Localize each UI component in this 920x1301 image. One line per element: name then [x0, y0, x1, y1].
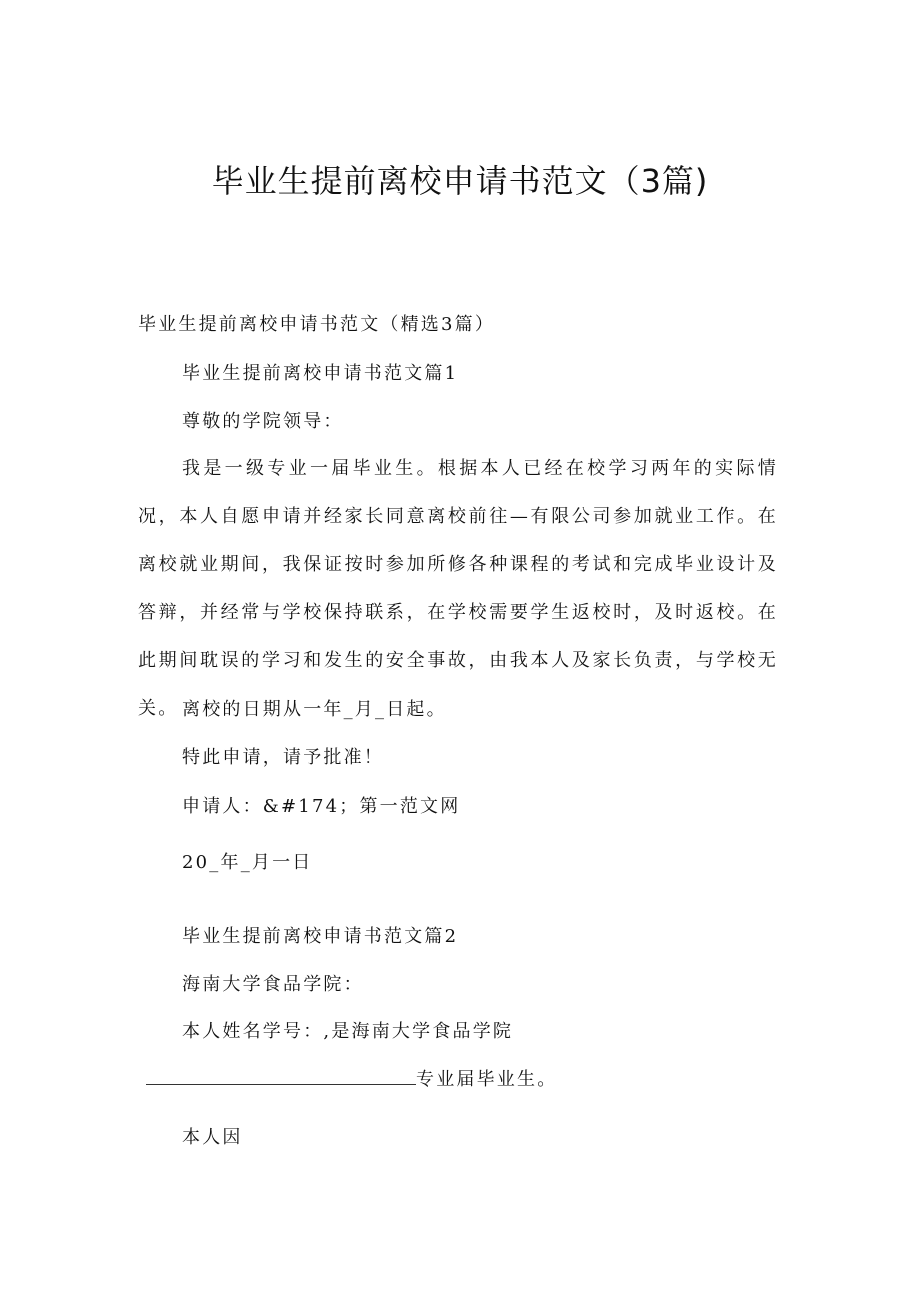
section2-heading: 毕业生提前离校申请书范文篇2 — [182, 926, 459, 947]
section1-applicant: 申请人：&#174；第一范文网 — [182, 796, 461, 817]
section1-sign-date: 20_年_月一日 — [182, 852, 313, 873]
document-subtitle: 毕业生提前离校申请书范文（精选3篇） — [138, 314, 496, 335]
section2-reason-start: 本人因 — [182, 1127, 243, 1148]
section2-intro: 本人姓名学号：,是海南大学食品学院 — [182, 1021, 514, 1042]
section2-major-suffix: 专业届毕业生。 — [416, 1069, 558, 1090]
section1-request: 特此申请，请予批准！ — [182, 747, 384, 768]
section1-body: 我是一级专业一届毕业生。根据本人已经在校学习两年的实际情况，本人自愿申请并经家长同意离校前往—有限公司参加就业工作。在离校就业期间，我保证按时参加所修各种课程的考试和完成毕业设计及答辩，并经常与学校保持联系，在学校需要学生返校时，及时返校。在此期间耽误的学习和发生的安全事故，由我本人及家长负责，与学校无关。 — [138, 458, 778, 719]
section1-heading: 毕业生提前离校申请书范文篇1 — [182, 363, 459, 384]
major-blank-underline — [146, 1070, 416, 1085]
document-title: 毕业生提前离校申请书范文（3篇) — [211, 162, 709, 200]
section1-leave-date: 离校的日期从一年_月_日起。 — [182, 699, 447, 720]
section2-major-line — [146, 1068, 557, 1092]
section1-salutation: 尊敬的学院领导： — [182, 411, 344, 432]
section2-salutation: 海南大学食品学院： — [182, 974, 364, 995]
